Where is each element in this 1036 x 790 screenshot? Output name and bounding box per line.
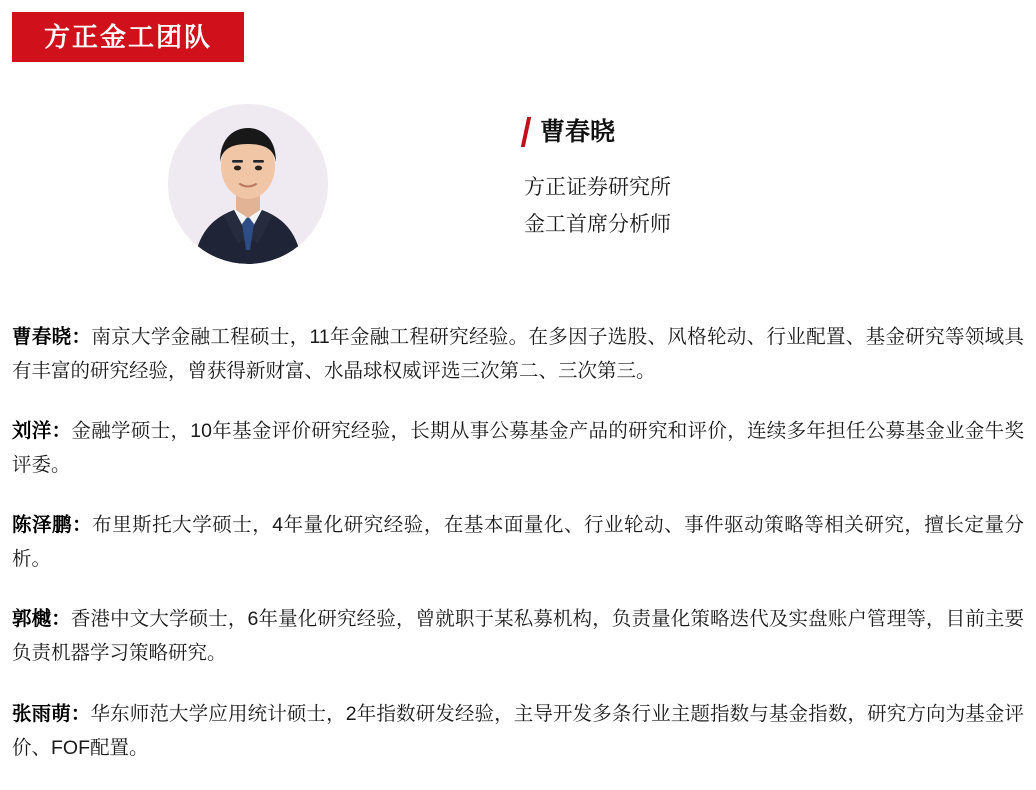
bio-name: 刘洋：: [12, 419, 72, 442]
team-banner: [12, 12, 244, 62]
list-item: [12, 697, 1024, 765]
profile-text-block: [524, 112, 944, 244]
banner-title: 方正金工团队: [43, 22, 212, 52]
name-accent-bar: [521, 117, 531, 147]
list-item: [12, 508, 1024, 576]
profile-name-row: [524, 112, 944, 152]
bio-name: 曹春晓：: [12, 325, 92, 348]
bio-name: 张雨萌：: [12, 702, 91, 725]
bio-name: 陈泽鹏：: [12, 514, 93, 536]
page-title: 曹春晓: [540, 117, 616, 146]
portrait-icon: [168, 104, 328, 264]
profile-role: 金工首席分析师: [524, 212, 671, 236]
profile-affiliation: 方正证券研究所: [524, 176, 671, 199]
bio-text: 香港中文大学硕士，6年量化研究经验，曾就职于某私募机构，负责量化策略迭代及实盘账户管理等，目前主要负责机器学习策略研究。: [12, 608, 1024, 665]
bio-text: 布里斯托大学硕士，4年量化研究经验，在基本面量化、行业轮动、事件驱动策略等相关研究，擅长定量分析。: [12, 514, 1024, 571]
analyst-profile: [0, 96, 1036, 286]
bio-text: 华东师范大学应用统计硕士，2年指数研发经验，主导开发多条行业主题指数与基金指数，研究方向为基金评价、FOF配置。: [12, 702, 1024, 759]
list-item: [12, 414, 1024, 482]
list-item: [12, 602, 1024, 670]
bio-text: 金融学硕士，10年基金评价研究经验，长期从事公募基金产品的研究和评价，连续多年担任公募基金业金牛奖评委。: [12, 419, 1024, 476]
list-item: [12, 320, 1024, 388]
avatar: [168, 104, 328, 264]
team-bio-list: [12, 300, 1024, 765]
bio-name: 郭樾：: [12, 608, 71, 631]
bio-text: 南京大学金融工程硕士，11年金融工程研究经验。在多因子选股、风格轮动、行业配置、基金研究等领域具有丰富的研究经验，曾获得新财富、水晶球权威评选三次第二、三次第三。: [12, 325, 1024, 382]
